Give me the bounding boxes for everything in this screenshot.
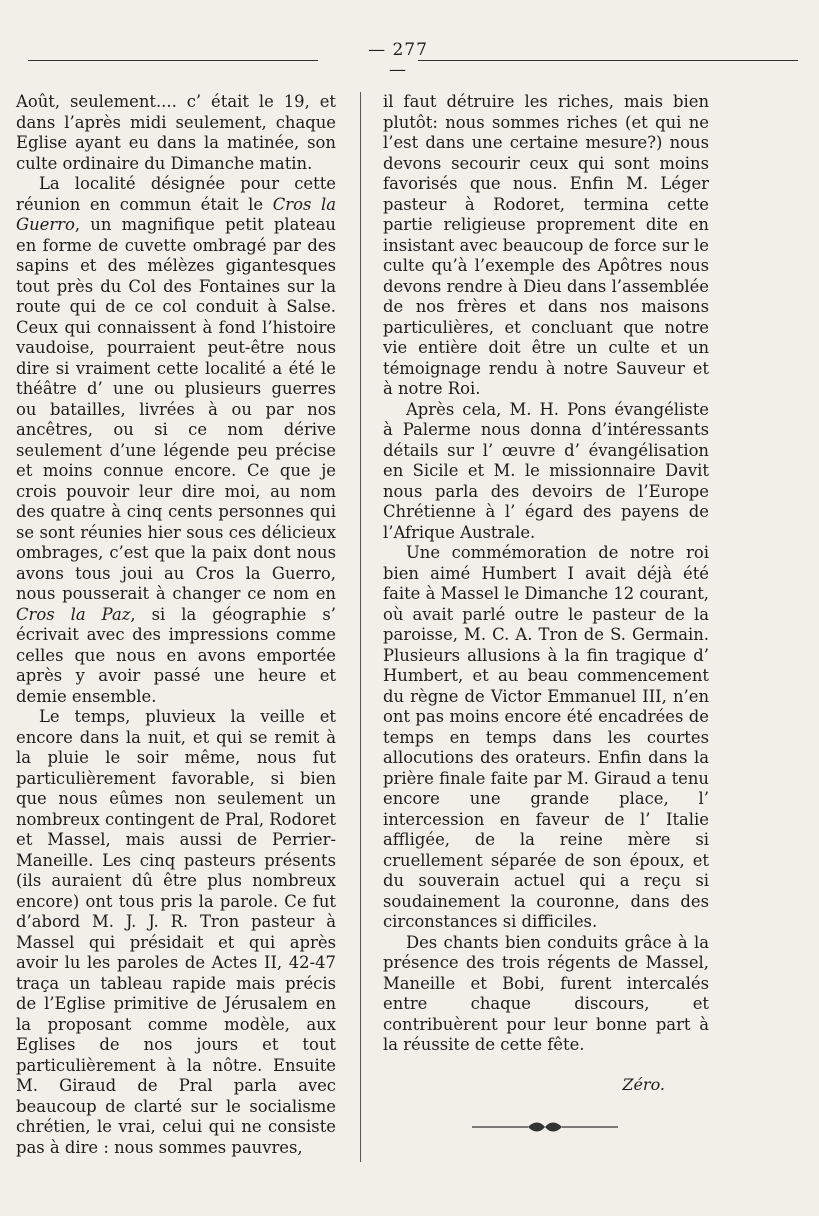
right-column (383, 92, 709, 1056)
paragraph-chants: Des chants bien conduits grâce à la présence des trois régents de Massel, Maneille et Bobi, furent intercalés entre chaque discours, et contribuèrent pour leur bonne part à la réussite de cette fête. (383, 932, 709, 1054)
ornament-divider (470, 1120, 620, 1134)
page-number: — 277 — (368, 40, 428, 80)
author-signature: Zéro. (622, 1075, 665, 1094)
paragraph-cros-la-guerro: La localité désignée pour cette réunion en commun était le Cros la Guerro, un magnifique petit plateau en forme de cuvette ombragé par des sapins et des mélèzes gigantesques tout près du Col des Fontaines sur la route qui de ce col conduit à Salse. Ceux qui connaissent à fond l’histoire vaudoise, pourraient peut-être nous dire si vraiment cette localité a été le théâtre d’ une ou plusieurs guerres ou batailles, livrées à ou par nos ancêtres, ou si ce nom dérive seulement d’une légende peu précise et moins connue encore. Ce que je crois pouvoir leur dire moi, au nom des quatre à cinq cents personnes qui se sont réunies hier sous ces délicieux ombrages, c’est que la paix dont nous avons tous joui au Cros la Guerro, nous pousserait à changer ce nom en Cros la Paz, si la géographie s’ écrivait avec des impressions comme celles que nous en avons emportée après y avoir passé une heure et demie ensemble. (16, 174, 336, 706)
column-divider (360, 92, 361, 1162)
place-name-italic: Cros la Paz (16, 604, 131, 624)
paragraph-commemoration: Une commémoration de notre roi bien aimé Humbert I avait déjà été faite à Massel le Dimanche 12 courant, où avait parlé outre le pasteur de la paroisse, M. C. A. Tron de S. Germain. Plusieurs allusions à la fin tragique d’ Humbert, et au beau commencement du règne de Victor Emmanuel III, n’en ont pas moins encore été encadrées de temps en temps dans les courtes allocutions des orateurs. Enfin dans la prière finale faite par M. Giraud a tenu encore une grande place, l’ intercession en faveur de l’ Italie affligée, de la reine mère si cruellement séparée de son époux, et du souverain actuel qui a reçu si soudainement la couronne, dans des circonstances si difficiles. (383, 543, 709, 931)
page-header (28, 40, 798, 80)
place-name-italic: Cros la Guerro (16, 194, 336, 234)
paragraph-continuation: il faut détruire les riches, mais bien plutôt: nous sommes riches (et qui ne l’est dans une certaine mesure?) nous devons secourir ceux qui sont moins favorisés que nous. Enfin M. Léger pasteur à Rodoret, termina cette partie religieuse proprement dite en insistant avec beaucoup de force sur le culte qu’à l’exemple des Apôtres nous devons rendre à Dieu dans l’assemblée de nos frères et dans nos maisons particulières, et concluant que notre vie entière doit être un culte et un témoignage rendu à notre Sauveur et à notre Roi. (383, 92, 709, 398)
paragraph-continuation: Août, seulement.... c’ était le 19, et dans l’après midi seulement, chaque Eglise ayant eu dans la matinée, son culte ordinaire du Dimanche matin. (16, 92, 336, 173)
paragraph-pons: Après cela, M. H. Pons évangéliste à Palerme nous donna d’intéressants détails sur l’ œuvre d’ évangélisation en Sicile et M. le missionnaire Davit nous parla des devoirs de l’Europe Chrétienne à l’ égard des payens de l’Afrique Australe. (383, 399, 709, 542)
paragraph-weather: Le temps, pluvieux la veille et encore dans la nuit, et qui se remit à la pluie le soir même, nous fut particulièrement favorable, si bien que nous eûmes non seulement un nombreux contingent de Pral, Rodoret et Massel, mais aussi de Perrier-Maneille. Les cinq pasteurs présents (ils auraient dû être plus nombreux encore) ont tous pris la parole. Ce fut d’abord M. J. J. R. Tron pasteur à Massel qui présidait et qui après avoir lu les paroles de Actes II, 42-47 traça un tableau rapide mais précis de l’Eglise primitive de Jérusalem en la proposant comme modèle, aux Eglises de nos jours et tout particulièrement à la nôtre. Ensuite M. Giraud de Pral parla avec beaucoup de clarté sur le socialisme chrétien, le vrai, celui qui ne consiste pas à dire : nous sommes pauvres, (16, 707, 336, 1157)
header-rule-right (418, 60, 798, 61)
left-column (16, 92, 336, 1158)
header-rule-left (28, 60, 318, 61)
